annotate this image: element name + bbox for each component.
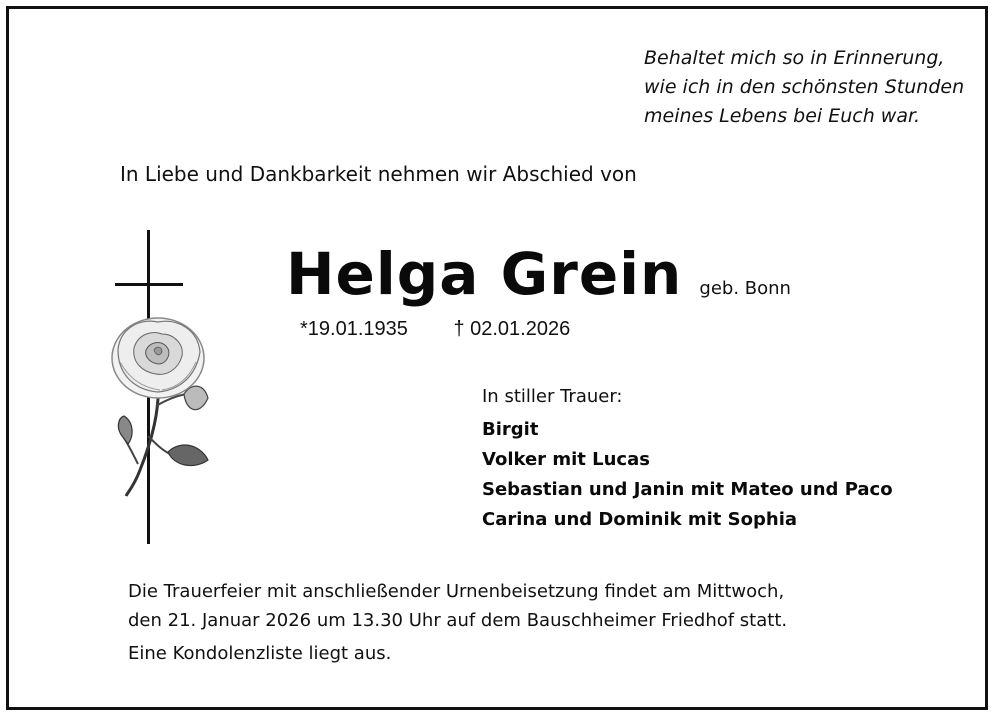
funeral-service-info (128, 577, 787, 635)
service-line: Die Trauerfeier mit anschließender Urnenbeisetzung findet am Mittwoch, (128, 581, 785, 602)
rose-icon (112, 318, 208, 496)
life-dates (300, 318, 570, 341)
quote-line: Behaltet mich so in Erinnerung, (644, 47, 945, 69)
memorial-quote (644, 44, 964, 131)
birth-date: *19.01.1935 (300, 318, 408, 340)
service-line: den 21. Januar 2026 um 13.30 Uhr auf dem Bauschheimer Friedhof statt. (128, 610, 788, 631)
quote-line: wie ich in den schönsten Stunden (644, 76, 965, 98)
mourner-name: Carina und Dominik mit Sophia (482, 509, 798, 530)
cross-with-rose-illustration (100, 230, 230, 550)
mourner-name: Volker mit Lucas (482, 449, 650, 470)
death-date: † 02.01.2026 (453, 318, 571, 340)
mourners-heading: In stiller Trauer: (482, 386, 623, 407)
intro-text: In Liebe und Dankbarkeit nehmen wir Abschied von (120, 162, 637, 186)
mourner-name: Sebastian und Janin mit Mateo und Paco (482, 479, 893, 500)
mourners-list (482, 386, 893, 535)
mourner-name: Birgit (482, 419, 539, 440)
deceased-name: Helga Grein (286, 240, 683, 308)
condolence-note: Eine Kondolenzliste liegt aus. (128, 643, 392, 664)
deceased-name-row (286, 240, 791, 308)
maiden-name: geb. Bonn (699, 278, 791, 299)
quote-line: meines Lebens bei Euch war. (644, 105, 921, 127)
